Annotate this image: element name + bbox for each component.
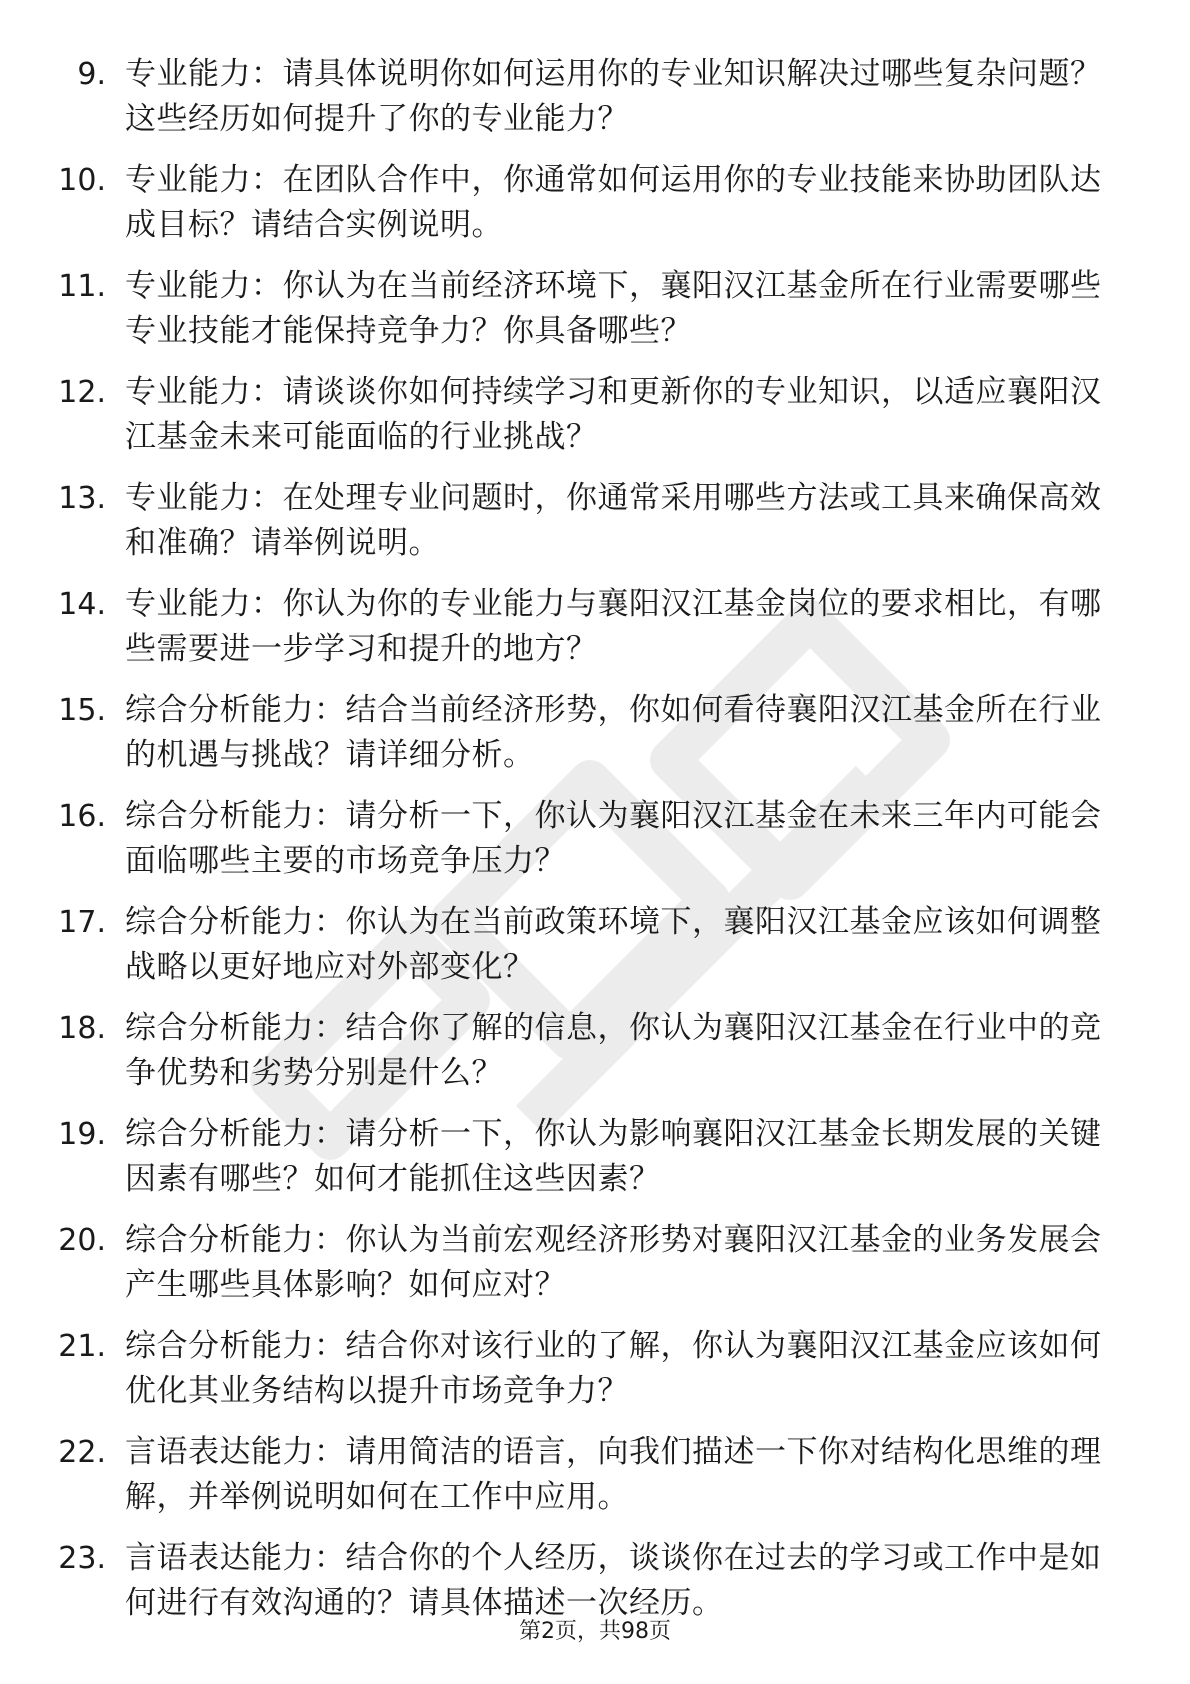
question-number: 22. <box>58 1435 106 1470</box>
question-item <box>0 794 1190 900</box>
question-list <box>0 52 1190 1642</box>
question-text: 言语表达能力：结合你的个人经历，谈谈你在过去的学习或工作中是如何进行有效沟通的？请具体描述一次经历。 <box>125 1540 1102 1621</box>
question-text: 综合分析能力：你认为在当前政策环境下，襄阳汉江基金应该如何调整战略以更好地应对外部变化？ <box>125 904 1102 985</box>
question-text: 专业能力：在处理专业问题时，你通常采用哪些方法或工具来确保高效和准确？请举例说明。 <box>125 480 1102 561</box>
question-item <box>0 688 1190 794</box>
question-number: 15. <box>58 693 106 728</box>
question-item <box>0 476 1190 582</box>
question-item <box>0 1430 1190 1536</box>
question-text: 综合分析能力：结合当前经济形势，你如何看待襄阳汉江基金所在行业的机遇与挑战？请详细分析。 <box>125 692 1102 773</box>
question-number: 9. <box>77 57 106 92</box>
question-text: 综合分析能力：请分析一下，你认为影响襄阳汉江基金长期发展的关键因素有哪些？如何才能抓住这些因素？ <box>125 1116 1102 1197</box>
question-text: 专业能力：请具体说明你如何运用你的专业知识解决过哪些复杂问题？这些经历如何提升了你的专业能力？ <box>125 56 1102 137</box>
question-item <box>0 1324 1190 1430</box>
question-number: 19. <box>58 1117 106 1152</box>
question-text: 综合分析能力：结合你对该行业的了解，你认为襄阳汉江基金应该如何优化其业务结构以提升市场竞争力？ <box>125 1328 1102 1409</box>
question-number: 17. <box>58 905 106 940</box>
question-number: 11. <box>58 269 106 304</box>
question-number: 12. <box>58 375 106 410</box>
question-item <box>0 370 1190 476</box>
question-item <box>0 1112 1190 1218</box>
question-item <box>0 1006 1190 1112</box>
page-number: 第2页，共98页 <box>519 1619 671 1644</box>
question-item <box>0 1218 1190 1324</box>
question-number: 14. <box>58 587 106 622</box>
question-text: 综合分析能力：你认为当前宏观经济形势对襄阳汉江基金的业务发展会产生哪些具体影响？如何应对？ <box>125 1222 1102 1303</box>
question-number: 23. <box>58 1541 106 1576</box>
question-item <box>0 158 1190 264</box>
question-number: 16. <box>58 799 106 834</box>
question-number: 20. <box>58 1223 106 1258</box>
question-text: 专业能力：在团队合作中，你通常如何运用你的专业技能来协助团队达成目标？请结合实例说明。 <box>125 162 1102 243</box>
question-number: 10. <box>58 163 106 198</box>
question-text: 综合分析能力：请分析一下，你认为襄阳汉江基金在未来三年内可能会面临哪些主要的市场竞争压力？ <box>125 798 1102 879</box>
question-item <box>0 52 1190 158</box>
question-text: 专业能力：你认为在当前经济环境下，襄阳汉江基金所在行业需要哪些专业技能才能保持竞争力？你具备哪些？ <box>125 268 1102 349</box>
question-item <box>0 264 1190 370</box>
question-text: 专业能力：请谈谈你如何持续学习和更新你的专业知识，以适应襄阳汉江基金未来可能面临的行业挑战？ <box>125 374 1102 455</box>
question-text: 言语表达能力：请用简洁的语言，向我们描述一下你对结构化思维的理解，并举例说明如何在工作中应用。 <box>125 1434 1102 1515</box>
question-item <box>0 582 1190 688</box>
question-number: 21. <box>58 1329 106 1364</box>
question-item <box>0 900 1190 1006</box>
question-text: 专业能力：你认为你的专业能力与襄阳汉江基金岗位的要求相比，有哪些需要进一步学习和提升的地方？ <box>125 586 1102 667</box>
question-text: 综合分析能力：结合你了解的信息，你认为襄阳汉江基金在行业中的竞争优势和劣势分别是什么？ <box>125 1010 1102 1091</box>
question-number: 13. <box>58 481 106 516</box>
question-number: 18. <box>58 1011 106 1046</box>
